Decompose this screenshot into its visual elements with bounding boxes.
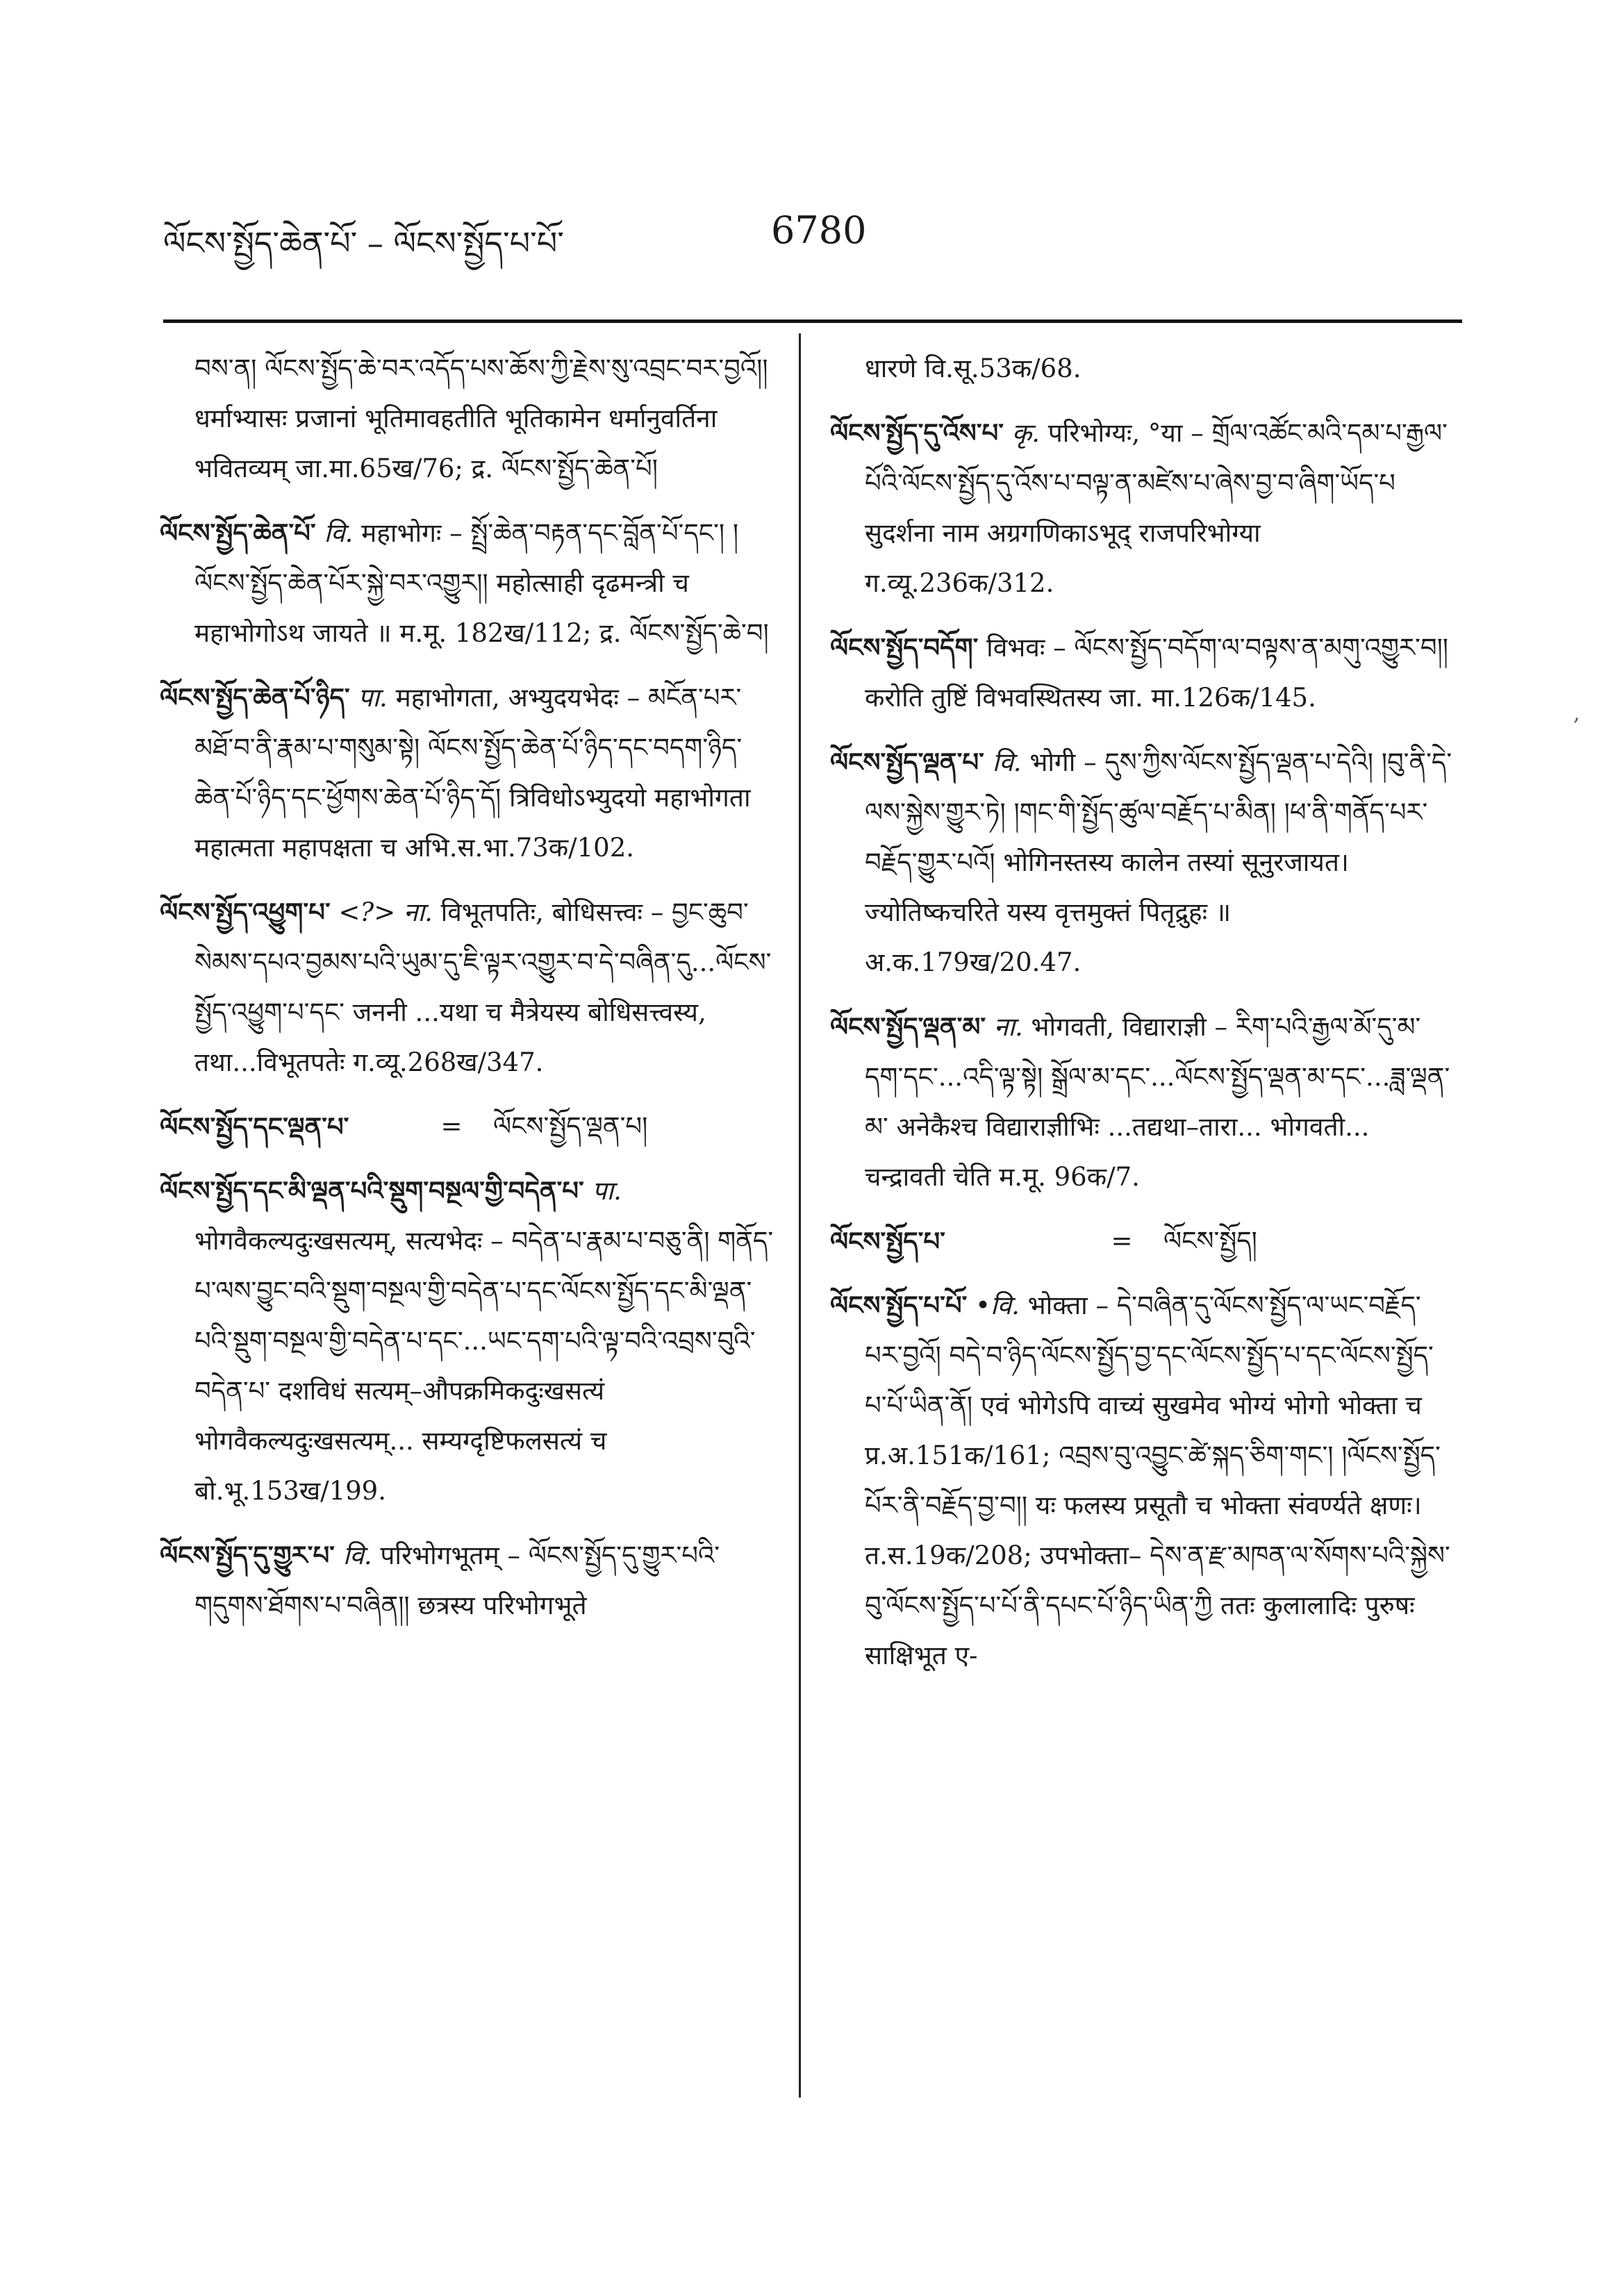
dictionary-entry [830,344,1455,394]
entry-headword: ལོངས་སྤྱོད་ལྡན་མ་ [830,1011,986,1042]
entry-text: विभवः – ལོངས་སྤྱོད་བདོག་ལ་བལྟས་ན་མགུ་འགྱུར་བ།། करोति तुष्टिं विभवस्थितस्य जा. मा.126क/145. [865,633,1449,713]
entry-text: भोक्ता – དེ་བཞིན་དུ་ལོངས་སྤྱོད་ལ་ཡང་བརྗོད་པར་བྱའོ། བདེ་བ་ཉིད་ལོངས་སྤྱོད་བྱ་དང་ལོངས་སྤྱོད་པ་དང་ལོངས་སྤྱོད་པ་པོ་ཡིན་ནོ། एवं भोगेऽपि वाच्यं सुखमेव भोग्यं भोगो भोक्ता च प्र.अ.151क/161; འབྲས་བུ་འབྱུང་ཚེ་སྐད་ཅིག་གང་། །ལོངས་སྤྱོད་པོར་ནི་བརྗོད་བྱ་བ།། यः फलस्य प्रसूतौ च भोक्ता संवर्ण्यते क्षणः। त.स.19क/208; उपभोक्ता– དེས་ན་རྫ་མཁན་ལ་སོགས་པའི་སྐྱེས་བུ་ལོངས་སྤྱོད་པ་པོ་ནི་དཔང་པོ་ཉིད་ཡིན་ཀྱི ततः कुलालादिः पुरुषः साक्षिभूत ए- [865,1290,1450,1670]
entry-text: परिभोग्यः, °या – གྲོལ་འཚོང་མའི་དམ་པ་རྒྱལ་པོའི་ལོངས་སྤྱོད་དུ་འོས་པ་བལྟ་ན་མཛེས་པ་ཞེས་བྱ་བ་ཞིག་ཡོད་པ सुदर्शना नाम अग्रगणिकाऽभूद् राजपरिभोग्या ग.व्यू.236क/312. [865,418,1448,598]
entry-headword: ལོངས་སྤྱོད་ལྡན་པ་ [830,747,984,777]
entry-text: परिभोगभूतम् – ལོངས་སྤྱོད་དུ་གྱུར་པའི་གདུགས་ཐོགས་པ་བཞིན།། छत्रस्य परिभोगभूते [194,1541,720,1620]
entry-text: भोगवती, विद्याराज्ञी – རིག་པའི་རྒྱལ་མོ་དུ་མ་དག་དང་...འདི་ལྟ་སྟེ། སྒྲོལ་མ་དང་...ལོངས་སྤྱོད་ལྡན་མ་དང་...ཟླ་ལྡན་མ་ अनेकैश्च विद्याराज्ञीभिः ...तद्यथा–तारा... भोगवती... चन्द्रावती चेति म.मू. 96क/7. [865,1012,1450,1192]
dictionary-entry [160,1165,778,1516]
dictionary-entry [830,737,1455,988]
entry-headword: ལོངས་སྤྱོད་ཆེན་པོ་ཉིད་ [160,682,350,713]
entry-text: महाभोगता, अभ्युदयभेदः – མངོན་པར་མཐོ་བ་ནི་རྣམ་པ་གསུམ་སྟེ། ལོངས་སྤྱོད་ཆེན་པོ་ཉིད་དང་བདག་ཉིད་ཆེན་པོ་ཉིད་དང་ཕྱོགས་ཆེན་པོ་ཉིད་དོ། त्रिविधोऽभ्युदयो महाभोगता महात्मता महापक्षता च अभि.स.भा.73क/102. [194,683,751,863]
entry-grammar-tag: पा. [592,1176,622,1206]
entry-headword: ལོངས་སྤྱོད་དང་མི་ལྡན་པའི་སྡུག་བསྔལ་གྱི་བདེན་པ་ [160,1175,584,1206]
page-number: 6780 [771,208,867,252]
entry-text: विभूतपतिः, बोधिसत्त्वः – བྱང་ཆུབ་སེམས་དཔའ་བྱམས་པའི་ཡུམ་དུ་ཇི་ལྟར་འགྱུར་བ་དེ་བཞིན་དུ...ལོངས་སྤྱོད་འཕྱུག་པ་དང་ जननी ...यथा च मैत्रेयस्य बोधिसत्त्वस्य, तथा...विभूतपतेः ग.व्यू.268ख/347. [194,897,772,1077]
entry-text: महाभोगः – སྤྲོ་ཆེན་བརྟན་དང་བློན་པོ་དང་། །ལོངས་སྤྱོད་ཆེན་པོར་སྐྱེ་བར་འགྱུར།། महोत्साही दृढमन्त्री च महाभोगोऽथ जायते ॥ म.मू. 182ख/112; द्र. ལོངས་སྤྱོད་ཆེ་བ། [194,518,769,648]
column-divider [799,333,801,2098]
entry-grammar-tag: वि. [992,747,1022,777]
dictionary-entry [830,622,1455,723]
entry-text: भोगी – དུས་ཀྱིས་ལོངས་སྤྱོད་ལྡན་པ་དེའི། །བུ་ནི་དེ་ལས་སྐྱེས་གྱུར་ཏེ། །གང་གི་སྤྱོད་ཚུལ་བརྗོད་པ་མིན། །ཕ་ནི་གནོད་པར་བརྗོད་གྱུར་པའོ། भोगिनस्तस्य कालेन तस्यां सूनुरजायत। ज्योतिष्कचरिते यस्य वृत्तमुक्तं पितृद्रुहः ॥ अ.क.179ख/20.47. [865,747,1452,977]
right-column [830,344,1455,1695]
entry-text: བས་ན། ལོངས་སྤྱོད་ཆེ་བར་འདོད་པས་ཆོས་ཀྱི་རྗེས་སུ་འབྲང་བར་བྱའོ།། धर्माभ्यासः प्रजानां भूतिमावहतीति भूतिकामेन धर्मानुवर्तिना भवितव्यम् जा.मा.65ख/76; द्र. ལོངས་སྤྱོད་ཆེན་པོ། [194,354,768,483]
entry-grammar-tag: ना. [993,1012,1023,1042]
margin-mark: , [1573,701,1580,726]
header-rule [163,319,1462,323]
dictionary-entry [160,344,778,494]
entry-grammar-tag: पा. [358,683,388,713]
entry-text: भोगवैकल्यदुःखसत्यम्, सत्यभेदः – བདེན་པ་རྣམ་པ་བཅུ་ནི། གནོད་པ་ལས་བྱུང་བའི་སྡུག་བསྔལ་གྱི་བདེན་པ་དང་ལོངས་སྤྱོད་དང་མི་ལྡན་པའི་སྡུག་བསྔལ་གྱི་བདེན་པ་དང་...ཡང་དག་པའི་ལྟ་བའི་འབྲས་བུའི་བདེན་པ་ दशविधं सत्यम्–औपक्रमिकदुःखसत्यं भोगवैकल्यदुःखसत्यम्... सम्यग्दृष्टिफलसत्यं च बो.भू.153ख/199. [194,1226,774,1506]
dictionary-entry [160,887,778,1088]
dictionary-entry [160,672,778,873]
entry-grammar-tag: •वि. [975,1290,1020,1320]
equals-sign: = [440,1111,463,1141]
entry-headword: ལོངས་སྤྱོད་དུ་གྱུར་པ་ [160,1540,335,1570]
entry-text: ལོངས་སྤྱོད་ལྡན་པ། [493,1111,648,1141]
entry-headword: ལོངས་སྤྱོད་འཕྱུག་པ་ [160,897,331,927]
cross-reference-entry [160,1102,778,1152]
entry-headword: ལོངས་སྤྱོད་དུ་འོས་པ་ [830,417,1004,448]
dictionary-entry [830,1002,1455,1202]
entry-grammar-tag: वि. [324,518,354,548]
entry-text: ལོངས་སྤྱོད། [1163,1226,1257,1256]
entry-headword: ལོངས་སྤྱོད་དང་ལྡན་པ་ [160,1111,349,1142]
cross-reference-entry [830,1216,1455,1266]
entry-text: धारणे वि.सू.53क/68. [865,354,1082,383]
dictionary-entry [160,508,778,658]
left-column [160,344,778,1645]
entry-grammar-tag: वि. [342,1541,372,1570]
entry-grammar-tag: <?> ना. [338,897,433,927]
running-header: ལོངས་སྤྱོད་ཆེན་པོ་ – ལོངས་སྤྱོད་པ་པོ་ [163,224,564,262]
entry-headword: ལོངས་སྤྱོད་པ་པོ་ [830,1290,968,1320]
dictionary-entry [160,1530,778,1631]
entry-headword: ལོངས་སྤྱོད་པ་ [830,1226,945,1256]
equals-sign: = [1111,1226,1133,1256]
entry-headword: ལོངས་སྤྱོད་བདོག་ [830,632,979,663]
entry-headword: ལོངས་སྤྱོད་ཆེན་པོ་ [160,517,316,548]
dictionary-entry [830,408,1455,608]
entry-grammar-tag: कृ. [1011,418,1040,448]
dictionary-entry [830,1280,1455,1681]
